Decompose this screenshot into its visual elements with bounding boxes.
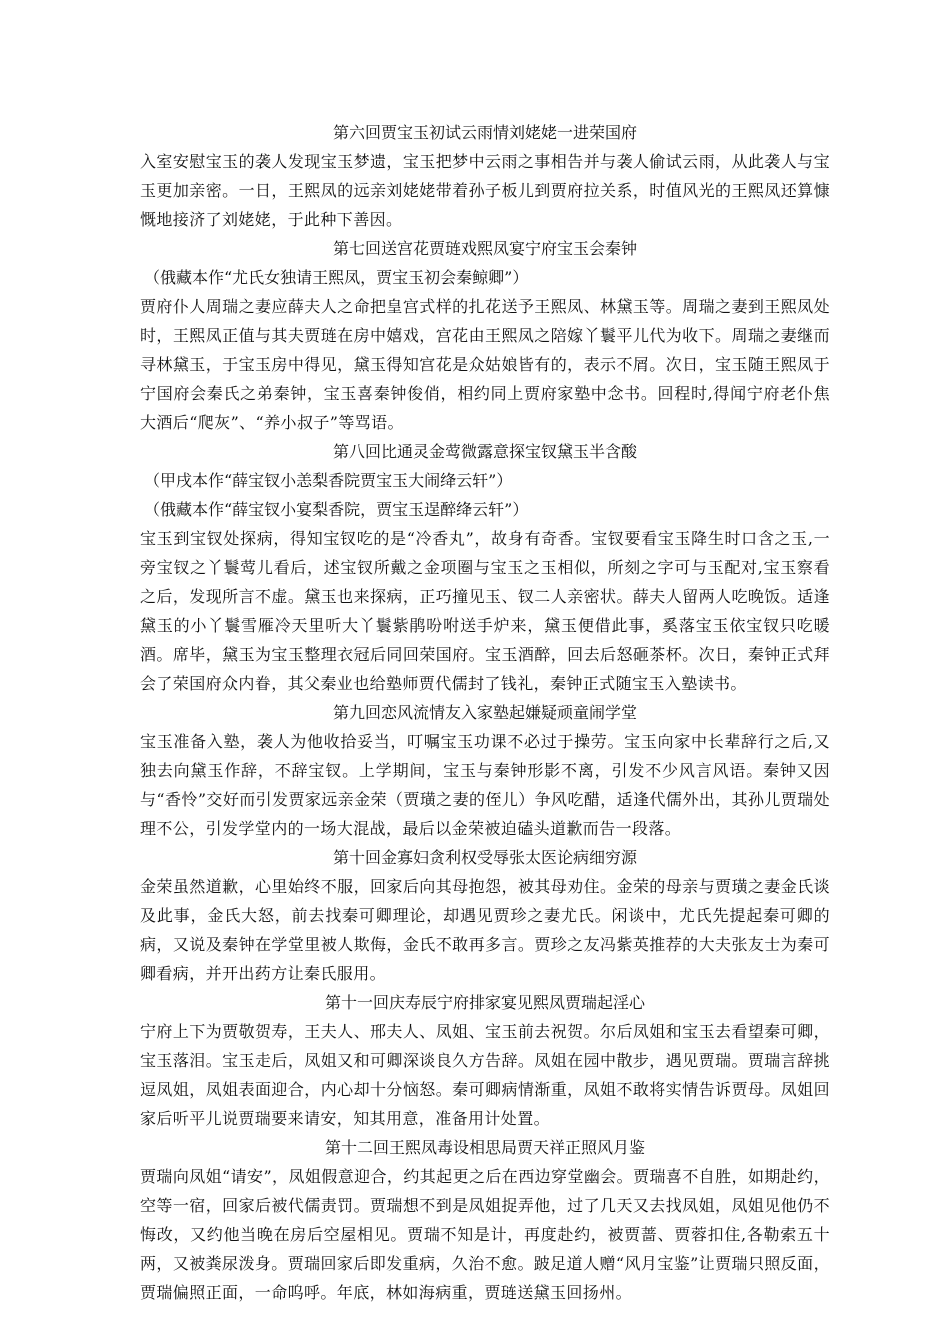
document-page bbox=[140, 118, 830, 1307]
chapter-11 bbox=[140, 988, 830, 1133]
chapter-12 bbox=[140, 1133, 830, 1307]
chapter-summary: 贾瑞向凤姐“请安”，凤姐假意迎合，约其起更之后在西边穿堂幽会。贾瑞喜不自胜，如期赴约，空等一宿，回家后被代儒责罚。贾瑞想不到是凤姐捉弄他，过了几天又去找凤姐，凤姐见他仍不悔改，又约他当晚在房后空屋相见。贾瑞不知是计，再度赴约，被贾蔷、贾蓉扣住,各勒索五十两，又被粪尿泼身。贾瑞回家后即发重病，久治不愈。跛足道人赠“风月宝鉴”让贾瑞只照反面，贾瑞偏照正面，一命呜呼。年底，林如海病重，贾琏送黛玉回扬州。 bbox=[140, 1167, 830, 1302]
chapter-10 bbox=[140, 843, 830, 988]
chapter-9 bbox=[140, 698, 830, 843]
variant-title-note: （甲戌本作“薛宝钗小恙梨香院贾宝玉大闹绛云轩”） bbox=[144, 471, 513, 490]
chapter-summary: 宁府上下为贾敬贺寿，王夫人、邢夫人、凤姐、宝玉前去祝贺。尔后凤姐和宝玉去看望秦可卿，宝玉落泪。宝玉走后，凤姐又和可卿深谈良久方告辞。凤姐在园中散步，遇见贾瑞。贾瑞言辞挑逗凤姐，凤姐表面迎合，内心却十分恼怒。秦可卿病情渐重，凤姐不敢将实情告诉贾母。凤姐回家后听平儿说贾瑞要来请安，知其用意，准备用计处置。 bbox=[140, 1022, 830, 1128]
chapter-title: 第七回送宫花贾琏戏熙凤宴宁府宝玉会秦钟 bbox=[332, 239, 637, 258]
chapter-summary: 贾府仆人周瑞之妻应薛夫人之命把皇宫式样的扎花送予王熙凤、林黛玉等。周瑞之妻到王熙凤处时，王熙凤正值与其夫贾琏在房中嬉戏，宫花由王熙凤之陪嫁丫鬟平儿代为收下。周瑞之妻继而寻林黛玉，于宝玉房中得见，黛玉得知宫花是众姑娘皆有的，表示不屑。次日，宝玉随王熙凤于宁国府会秦氏之弟秦钟，宝玉喜秦钟俊俏，相约同上贾府家塾中念书。回程时,得闻宁府老仆焦大酒后“爬灰”、“养小叔子”等骂语。 bbox=[140, 297, 830, 432]
chapter-title: 第九回恋风流情友入家塾起嫌疑顽童闹学堂 bbox=[332, 703, 637, 722]
chapter-title: 第六回贾宝玉初试云雨情刘姥姥一进荣国府 bbox=[332, 123, 637, 142]
chapter-title: 第十一回庆寿辰宁府排家宴见熙凤贾瑞起淫心 bbox=[324, 993, 645, 1012]
chapter-summary: 宝玉准备入塾，袭人为他收拾妥当，叮嘱宝玉功课不必过于操劳。宝玉向家中长辈辞行之后,又独去向黛玉作辞，不辞宝钗。上学期间，宝玉与秦钟形影不离，引发不少风言风语。秦钟又因与“香怜”交好而引发贾家远亲金荣（贾璜之妻的侄儿）争风吃醋，适逢代儒外出，其孙儿贾瑞处理不公，引发学堂内的一场大混战，最后以金荣被迫磕头道歉而告一段落。 bbox=[140, 732, 830, 838]
chapter-title: 第十二回王熙凤毒设相思局贾天祥正照风月鉴 bbox=[324, 1138, 645, 1157]
chapter-7 bbox=[140, 234, 830, 437]
chapter-title: 第十回金寡妇贪利权受辱张太医论病细穷源 bbox=[332, 848, 637, 867]
chapter-summary: 金荣虽然道歉，心里始终不服，回家后向其母抱怨，被其母劝住。金荣的母亲与贾璜之妻金氏谈及此事，金氏大怒，前去找秦可卿理论，却遇见贾珍之妻尤氏。闲谈中，尤氏先提起秦可卿的病，又说及秦钟在学堂里被人欺侮，金氏不敢再多言。贾珍之友冯紫英推荐的大夫张友士为秦可卿看病，并开出药方让秦氏服用。 bbox=[140, 877, 830, 983]
variant-title-note: （俄藏本作“薛宝钗小宴梨香院，贾宝玉逞醉绛云轩”） bbox=[144, 500, 529, 519]
chapter-title: 第八回比通灵金莺微露意探宝钗黛玉半含酸 bbox=[332, 442, 637, 461]
chapter-summary: 入室安慰宝玉的袭人发现宝玉梦遗，宝玉把梦中云雨之事相告并与袭人偷试云雨，从此袭人与宝玉更加亲密。一日，王熙凤的远亲刘姥姥带着孙子板儿到贾府拉关系，时值风光的王熙凤还算慷慨地接济了刘姥姥，于此种下善因。 bbox=[140, 152, 830, 229]
variant-title-note: （俄藏本作“尤氏女独请王熙凤，贾宝玉初会秦鲸卿”） bbox=[144, 268, 529, 287]
chapter-6 bbox=[140, 118, 830, 234]
chapter-summary: 宝玉到宝钗处探病，得知宝钗吃的是“冷香丸”，故身有奇香。宝钗要看宝玉降生时口含之玉,一旁宝钗之丫鬟莺儿看后，述宝钗所戴之金项圈与宝玉之玉相似，所刻之字可与玉配对,宝玉察看之后，发现所言不虚。黛玉也来探病，正巧撞见玉、钗二人亲密状。薛夫人留两人吃晚饭。适逢黛玉的小丫鬟雪雁冷天里听大丫鬟紫鹃吩咐送手炉来，黛玉便借此事，奚落宝玉依宝钗只吃暖酒。席毕，黛玉为宝玉整理衣冠后同回荣国府。宝玉酒醉，回去后怒砸茶杯。次日，秦钟正式拜会了荣国府众内眷，其父秦业也给塾师贾代儒封了钱礼，秦钟正式随宝玉入塾读书。 bbox=[140, 529, 830, 693]
chapter-8 bbox=[140, 437, 830, 698]
